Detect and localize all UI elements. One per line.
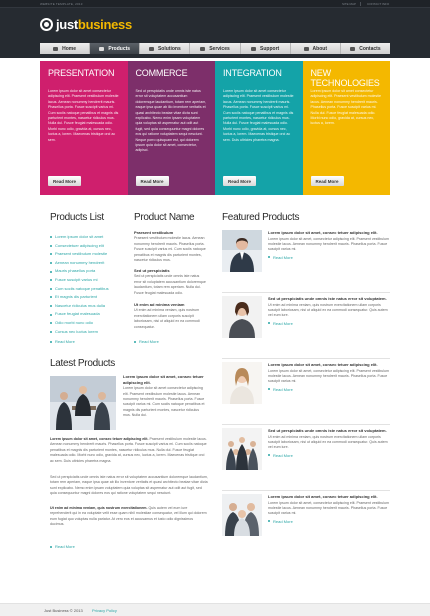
about-icon xyxy=(304,47,309,51)
featured-product-desc: Lorem ipsum dolor sit amet, consectetur adipiscing elit. Praesent vestibulum molestie lacus. Aenean nonummy hendrerit mauris. Phasellus porta. Fusce suscipit varius mi. xyxy=(268,500,390,516)
product-name-heading: Product Name xyxy=(134,212,195,223)
featured-product-title[interactable]: Lorem ipsum dolor sit amet, consec tetuer adipiscing elit. xyxy=(268,230,378,235)
logo-icon xyxy=(40,18,53,31)
top-strip-text: WEBSITE TEMPLATE, 2013 xyxy=(40,2,83,6)
featured-product-photo[interactable] xyxy=(222,362,262,404)
featured-product-read-more[interactable]: Read More xyxy=(268,519,390,524)
read-more-button[interactable]: Read More xyxy=(136,176,169,186)
feature-title: PRESENTATION xyxy=(48,68,115,78)
support-icon xyxy=(251,47,256,51)
featured-product-item xyxy=(222,428,390,490)
feature-panel-integration xyxy=(215,61,303,195)
site-header xyxy=(0,0,430,58)
latest-product-intro xyxy=(123,374,207,419)
featured-products-heading: Featured Products xyxy=(222,212,300,223)
latest-products-paragraph: Ut enim ad minima veniam, quis nostrum exercitationem. Quis autem vel eum iure reprehenderit qui in ea voluptate velit esse quam nihil molestiae consequatur, vel illum qui dolorem eum fugiat quo voluptas nulla pariatur. At vero eos et accusamus et iusto odio dignissimos ducimus. xyxy=(50,506,207,527)
products-list-item[interactable]: Odio morbi nunc odio xyxy=(50,319,122,328)
feature-panel-presentation xyxy=(40,61,128,195)
featured-product-title[interactable]: Sed ut perspiciatis unde omnis iste natus error sit voluptatem. xyxy=(268,428,387,433)
top-strip xyxy=(0,0,430,8)
product-name-block xyxy=(134,302,206,330)
bullet-icon xyxy=(268,256,270,258)
feature-title: NEW TECHNOLOGIES xyxy=(310,68,380,88)
feature-text: Lorem ipsum dolor sit amet consectetur adipiscing elit. Praesent vestibulum molestie lacus. Aenean nonummy hendrerit mauris. Phasellus porta. Fusce suscipit varius mi. Cum sociis natoque penatibus et magnis dis parturient montes, nascetur ridiculus mus. Nulla dui. Fusce feugiat malesuada odio. Morbi nunc odio, gravida at, cursus nec, luctus a, lorem. Maecenas tristique orci ac sem. xyxy=(48,89,119,142)
latest-product-desc: Lorem ipsum dolor sit amet consectetur adipiscing elit. Praesent vestibulum molestie lacus. Aenean nonummy hendrerit mauris. Phasellus porta. Fusce suscipit varius mi. Cum sociis natoque penatibus et magnis dis parturient montes, nascetur ridiculus mus. Nulla dui. xyxy=(123,386,205,418)
products-list-heading: Products List xyxy=(50,212,104,223)
featured-product-desc: Ut enim ad minima veniam, quis nostrum exercitationem ullam corporis suscipit laboriosam, nisi ut aliquid ex ea commodi consequatur. Quis autem vel eum iure. xyxy=(268,434,388,450)
featured-product-title[interactable]: Lorem ipsum dolor sit amet, consec tetuer adipiscing elit. xyxy=(268,362,378,367)
featured-product-desc: Lorem ipsum dolor sit amet, consectetur adipiscing elit. Praesent vestibulum molestie lacus. Aenean nonummy hendrerit mauris. Phasellus porta. Fusce suscipit varius mi. xyxy=(268,236,390,252)
feature-panels xyxy=(40,61,390,195)
featured-product-photo[interactable] xyxy=(222,494,262,536)
block-title: Sed ut perspiciatis xyxy=(134,268,170,273)
latest-products-heading: Latest Products xyxy=(50,358,115,369)
bullet-icon xyxy=(50,331,52,333)
block-title: Praesent vestibulum xyxy=(134,230,174,235)
top-strip-divider xyxy=(360,2,361,6)
home-icon xyxy=(53,47,58,51)
bullet-icon xyxy=(50,305,52,307)
featured-product-read-more[interactable]: Read More xyxy=(268,321,390,326)
feature-panel-new-technologies xyxy=(303,61,391,195)
bullet-icon xyxy=(268,520,270,522)
featured-product-text xyxy=(268,230,390,260)
featured-product-text xyxy=(268,428,390,458)
nav-services[interactable]: Services xyxy=(190,43,240,54)
bullet-icon xyxy=(50,296,52,298)
divider xyxy=(222,424,390,425)
contacts-icon xyxy=(350,47,355,51)
feature-text: Lorem ipsum dolor sit amet consectetur adipiscing elit. Praesent vestibulum molestie lacus. Aenean nonummy hendrerit mauris. Phasellus porta. Fusce suscipit varius mi. Cum sociis natoque penatibus et magnis dis parturient montes, nascetur ridiculus mus. Nulla dui. Fusce feugiat malesuada odio. Morbi nunc odio, gravida at, cursus nec, luctus a, lorem. Maecenas tristique orci ac sem. Duis ultricies pharetra magna. xyxy=(223,89,294,142)
bullet-icon xyxy=(50,262,52,264)
bullet-icon xyxy=(50,253,52,255)
bullet-icon xyxy=(50,236,52,238)
divider xyxy=(222,292,390,293)
block-title: Ut enim ad minima veniam xyxy=(134,302,185,307)
latest-product-title[interactable]: Lorem ipsum dolor sit amet, consec tetuer adipiscing elit. xyxy=(123,374,204,385)
products-list-item[interactable]: Mauris phasellus porta xyxy=(50,267,122,276)
logo-text: justbusiness xyxy=(56,16,132,32)
bullet-icon xyxy=(50,341,52,343)
divider xyxy=(222,358,390,359)
feature-panel-commerce xyxy=(128,61,216,195)
product-name-block xyxy=(134,230,206,264)
featured-product-read-more[interactable]: Read More xyxy=(268,453,390,458)
sitemap-link[interactable]: SITE MAP xyxy=(342,2,357,6)
bullet-icon xyxy=(268,454,270,456)
featured-product-item xyxy=(222,494,390,556)
block-text: Sed ut perspiciatis unde omnis iste natus error sit voluptatem accusantium doloremque laudantium, totam rem aperiam. Nulla dui. Fusce feugiat malesuada odio. xyxy=(134,274,206,295)
products-list-item[interactable]: Nascetur ridiculus mus dulla xyxy=(50,302,122,311)
copyright-text: Just Business © 2013 xyxy=(44,608,83,613)
divider xyxy=(222,490,390,491)
read-more-button[interactable]: Read More xyxy=(311,176,344,186)
nav-products[interactable]: Products xyxy=(90,43,140,54)
feature-title: INTEGRATION xyxy=(223,68,282,78)
block-text: Praesent vestibulum molestie lacus. Aenean nonummy hendrerit mauris. Phasellus porta. Fusce suscipit varius mi. Cum sociis natoque penatibus et magnis dis parturient montes, nascetur ridiculus mus. xyxy=(134,236,206,263)
latest-products-paragraph: Sed ut perspiciatis unde omnis iste natus error sit voluptatem accusantium doloremque laudantium, totam rem aperiam, eaque ipsa quae ab illo inventore veritatis et quasi architecto beatae vitae dicta sunt explicabo. Nemo enim ipsam voluptatem quia voluptas sit aspernatur aut odit aut fugit, sed quia consequuntur magni dolores eos qui ratione voluptatem sequi nesciunt. xyxy=(50,475,208,496)
nav-solutions[interactable]: Solutions xyxy=(140,43,190,54)
logo[interactable] xyxy=(40,17,132,31)
feature-text: Lorem ipsum dolor sit amet consectetur adipiscing elit. Praesent vestibulum molestie lacus. Aenean nonummy hendrerit mauris. Phasellus porta. Fusce suscipit varius mi. Nulla dui. Fusce feugiat malesuada odio. Morbi nunc odio, gravida at, cursus nec, luctus a, lorem. xyxy=(310,89,382,126)
contact-info-link[interactable]: CONTACT INFO xyxy=(367,2,390,6)
product-name-read-more[interactable]: Read More xyxy=(134,339,159,344)
latest-product-photo[interactable] xyxy=(50,376,116,430)
privacy-policy-link[interactable]: Privacy Policy xyxy=(92,608,117,613)
products-icon xyxy=(99,47,104,51)
bullet-icon xyxy=(268,388,270,390)
featured-product-photo[interactable] xyxy=(222,428,262,470)
featured-product-title[interactable]: Lorem ipsum dolor sit amet, consec tetuer adipiscing elit. xyxy=(268,494,378,499)
featured-product-text xyxy=(268,494,390,524)
products-list-item[interactable]: Consectetuer adipiscing elit xyxy=(50,242,122,251)
bullet-icon xyxy=(50,314,52,316)
read-more-button[interactable]: Read More xyxy=(48,176,81,186)
bullet-icon xyxy=(50,546,52,548)
featured-product-text xyxy=(268,362,390,392)
latest-products-read-more[interactable]: Read More xyxy=(50,544,75,549)
products-list xyxy=(50,233,122,336)
featured-product-text xyxy=(268,296,390,326)
solutions-icon xyxy=(149,47,154,51)
featured-product-title[interactable]: Sed ut perspiciatis unde omnis iste natus error sit voluptatem. xyxy=(268,296,387,301)
nav-contacts[interactable]: Contacts xyxy=(341,43,390,54)
nav-support[interactable]: Support xyxy=(241,43,291,54)
products-list-item[interactable]: Cursus nec luctus lorem xyxy=(50,328,122,337)
featured-product-item xyxy=(222,362,390,424)
main-nav xyxy=(40,43,390,54)
featured-product-item xyxy=(222,230,390,292)
nav-home[interactable]: Home xyxy=(40,43,90,54)
products-list-item[interactable]: Fusce suscipit varius mi xyxy=(50,276,122,285)
bullet-icon xyxy=(134,341,136,343)
block-text: Ut enim ad minima veniam, quis nostrum exercitationem ullam corporis suscipit laboriosam, nisi ut aliquid ex ea commodi consequatur. xyxy=(134,308,200,329)
product-name-block xyxy=(134,268,206,296)
products-list-item[interactable]: Praesent vestibulum molestie xyxy=(50,250,122,259)
featured-product-read-more[interactable]: Read More xyxy=(268,255,390,260)
bullet-icon xyxy=(268,322,270,324)
featured-product-read-more[interactable]: Read More xyxy=(268,387,390,392)
products-list-item[interactable]: Et magnis dis parturient xyxy=(50,293,122,302)
read-more-button[interactable]: Read More xyxy=(223,176,256,186)
featured-product-photo[interactable] xyxy=(222,230,262,272)
feature-title: COMMERCE xyxy=(135,68,188,78)
bullet-icon xyxy=(50,288,52,290)
bullet-icon xyxy=(50,271,52,273)
latest-products-paragraph: Lorem ipsum dolor sit amet, consec tetuer adipiscing elit. Praesent vestibulum molestie lacus. Aenean nonummy hendrerit mauris. Phasellus porta. Fusce suscipit varius mi. Cum sociis natoque penatibus et magnis dis parturient montes, nascetur ridiculus mus. Nulla dui. Fusce feugiat malesuada odio. Morbi nunc odio, gravida at, cursus nec, luctus a, lorem. Maecenas tristique orci ac sem. Duis ultricies pharetra magna. xyxy=(50,437,207,463)
featured-product-item xyxy=(222,296,390,358)
products-list-item[interactable]: Fusce feugiat malesuada xyxy=(50,310,122,319)
bullet-icon xyxy=(50,245,52,247)
products-list-item[interactable]: Aenean nonummy hendrerit xyxy=(50,259,122,268)
products-list-read-more[interactable]: Read More xyxy=(50,339,75,344)
products-list-item[interactable]: Lorem ipsum dolor sit amet xyxy=(50,233,122,242)
site-footer xyxy=(0,603,430,616)
products-list-item[interactable]: Cum sociis natoque penatibus xyxy=(50,285,122,294)
featured-product-photo[interactable] xyxy=(222,296,262,338)
bullet-icon xyxy=(50,322,52,324)
services-icon xyxy=(200,47,205,51)
feature-text: Sed ut perspiciatis unde omnis iste natus error sit voluptatem accusantium doloremque laudantium, totam rem aperiam, eaque ipsa quae ab illo inventore veritatis et quasi architecto beatae vitae dicta sunt explicabo. Nemo enim ipsam voluptatem quia voluptas sit aspernatur aut odit aut fugit, sed quia consequuntur magni dolores eos qui ratione voluptatem sequi nesciunt. Neque porro quisquam est, qui dolorem ipsum quia dolor sit amet, consectetur, adipisci. xyxy=(135,89,207,153)
nav-about[interactable]: About xyxy=(291,43,341,54)
featured-product-desc: Lorem ipsum dolor sit amet, consectetur adipiscing elit. Praesent vestibulum molestie lacus. Aenean nonummy hendrerit mauris. Phasellus porta. Fusce suscipit varius mi. xyxy=(268,368,390,384)
featured-product-desc: Ut enim ad minima veniam, quis nostrum exercitationem ullam corporis suscipit laboriosam, nisi ut aliquid ex ea commodi consequatur. Quis autem vel eum iure. xyxy=(268,302,388,318)
bullet-icon xyxy=(50,279,52,281)
